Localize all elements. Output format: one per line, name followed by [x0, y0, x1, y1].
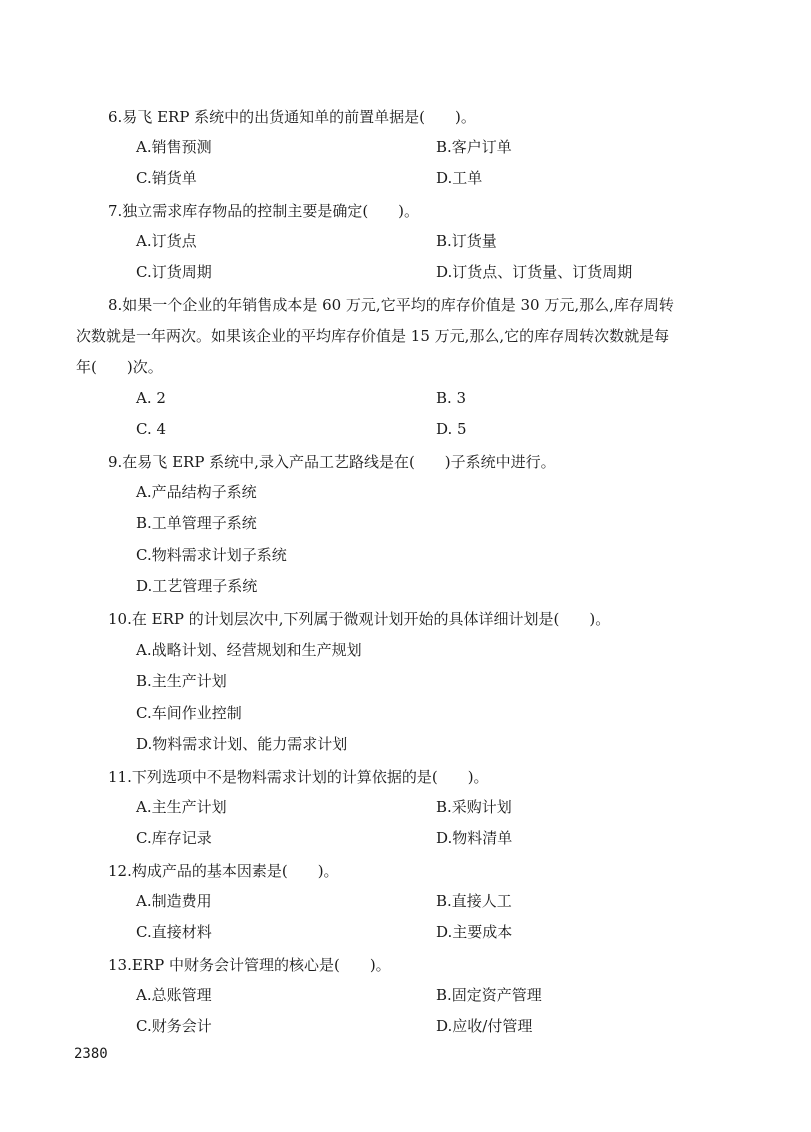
question-6-option-c: C.销货单	[136, 169, 197, 187]
question-13-option-a: A.总账管理	[136, 986, 212, 1004]
question-13-stem: 13.ERP 中财务会计管理的核心是( )。	[108, 956, 391, 974]
question-11-option-c: C.库存记录	[136, 829, 212, 847]
question-11-option-b: B.采购计划	[436, 798, 512, 816]
question-8-stem-line-3: 年( )次。	[76, 358, 163, 376]
question-9-option-d: D.工艺管理子系统	[136, 577, 258, 595]
question-7-option-b: B.订货量	[436, 232, 497, 250]
question-6-option-a: A.销售预测	[136, 138, 212, 156]
question-7-option-d: D.订货点、订货量、订货周期	[436, 263, 633, 281]
question-8-option-a: A. 2	[136, 389, 166, 407]
question-10-option-d: D.物料需求计划、能力需求计划	[136, 735, 348, 753]
question-8-stem-line-2: 次数就是一年两次。如果该企业的平均库存价值是 15 万元,那么,它的库存周转次数就是每	[76, 327, 670, 345]
question-9-option-a: A.产品结构子系统	[136, 483, 257, 501]
question-6-option-d: D.工单	[436, 169, 483, 187]
question-8-option-c: C. 4	[136, 420, 167, 438]
question-9-option-c: C.物料需求计划子系统	[136, 546, 287, 564]
question-8-stem-line-1: 8.如果一个企业的年销售成本是 60 万元,它平均的库存价值是 30 万元,那么,库存周转	[108, 296, 674, 314]
question-11-stem: 11.下列选项中不是物料需求计划的计算依据的是( )。	[108, 768, 489, 786]
question-11-option-d: D.物料清单	[436, 829, 513, 847]
question-7-stem: 7.独立需求库存物品的控制主要是确定( )。	[108, 202, 420, 220]
question-10-option-b: B.主生产计划	[136, 672, 227, 690]
question-9-option-b: B.工单管理子系统	[136, 514, 257, 532]
page-number: 2380	[74, 1046, 108, 1062]
question-8-option-b: B. 3	[436, 389, 467, 407]
question-8-option-d: D. 5	[436, 420, 467, 438]
question-13-option-d: D.应收/付管理	[436, 1017, 533, 1035]
question-10-option-c: C.车间作业控制	[136, 704, 242, 722]
question-12-option-c: C.直接材料	[136, 923, 212, 941]
question-12-option-a: A.制造费用	[136, 892, 212, 910]
question-6-stem: 6.易飞 ERP 系统中的出货通知单的前置单据是( )。	[108, 108, 476, 126]
question-13-option-c: C.财务会计	[136, 1017, 212, 1035]
question-7-option-a: A.订货点	[136, 232, 197, 250]
question-10-option-a: A.战略计划、经营规划和生产规划	[136, 641, 362, 659]
question-10-stem: 10.在 ERP 的计划层次中,下列属于微观计划开始的具体详细计划是( )。	[108, 610, 611, 628]
question-6-option-b: B.客户订单	[436, 138, 512, 156]
question-13-option-b: B.固定资产管理	[436, 986, 542, 1004]
question-11-option-a: A.主生产计划	[136, 798, 227, 816]
question-9-stem: 9.在易飞 ERP 系统中,录入产品工艺路线是在( )子系统中进行。	[108, 453, 556, 471]
question-7-option-c: C.订货周期	[136, 263, 212, 281]
question-12-option-b: B.直接人工	[436, 892, 512, 910]
question-12-stem: 12.构成产品的基本因素是( )。	[108, 862, 339, 880]
question-12-option-d: D.主要成本	[436, 923, 513, 941]
